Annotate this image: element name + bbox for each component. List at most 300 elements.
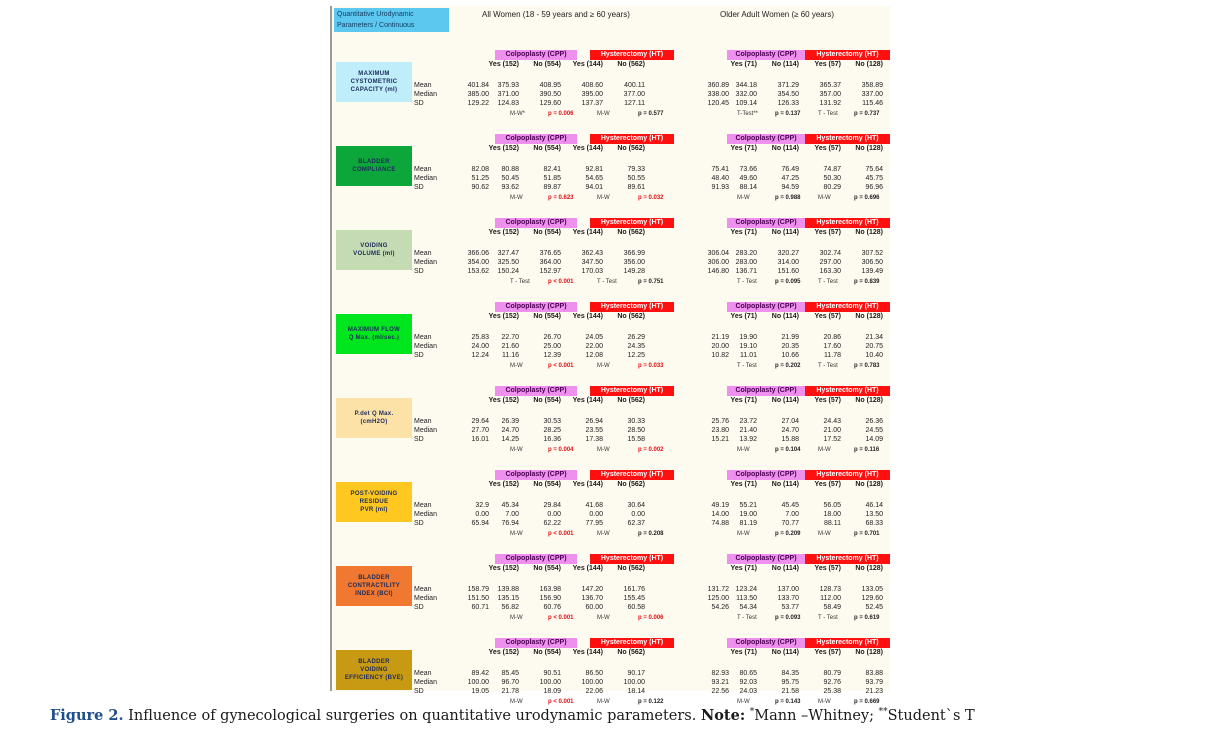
stat-label: Mean: [414, 334, 432, 341]
value-older: 80.65: [739, 670, 757, 677]
p-value-older-ht: p = 0.116: [854, 447, 880, 453]
value-all: 127.11: [624, 100, 645, 107]
sub-header-all: Yes (144): [572, 61, 603, 68]
overall-older-value: 23.80: [711, 427, 729, 434]
value-all: 395.00: [581, 91, 603, 98]
p-value-older-ht: p = 0.737: [854, 111, 880, 117]
value-all: 22.06: [585, 688, 603, 695]
sub-header-all: Yes (152): [488, 229, 519, 236]
sub-header-older: No (114): [771, 61, 799, 68]
sub-header-all: Yes (144): [572, 313, 603, 320]
p-value-older-cpp: p = 0.988: [775, 195, 801, 201]
sub-header-older: Yes (71): [730, 229, 757, 236]
parameter-name-line: P.det Q Max.: [354, 411, 394, 417]
value-older: 46.14: [865, 502, 883, 509]
sub-header-older: Yes (57): [814, 61, 841, 68]
p-value-all-cpp: p < 0.001: [548, 531, 574, 537]
parameter-column-header: [334, 8, 449, 32]
test-name-older-cpp: T-Test**: [737, 111, 759, 117]
value-all: 156.90: [539, 595, 561, 602]
value-older: 80.79: [823, 670, 841, 677]
overall-all-value: 100.00: [467, 679, 489, 686]
value-older: 109.14: [735, 100, 757, 107]
test-name-all-ht: M-W: [597, 531, 610, 537]
chip-hysterectomy-all: Hysterectomy (HT): [590, 50, 674, 60]
value-older: 21.23: [865, 688, 883, 695]
overall-all-value: 89.42: [471, 670, 489, 677]
value-all: 18.14: [627, 688, 645, 695]
value-older: 53.77: [781, 604, 799, 611]
value-older: 19.10: [739, 343, 757, 350]
parameter-name-line: Q Max. (ml/sec.): [348, 335, 400, 341]
value-older: 27.04: [781, 418, 799, 425]
sub-header-all: Yes (144): [572, 229, 603, 236]
sub-header-older: Yes (71): [730, 145, 757, 152]
test-name-older-cpp: T - Test: [737, 615, 757, 621]
chip-colpoplasty-all: Colpoplasty (CPP): [495, 302, 577, 312]
test-name-all-ht: M-W: [597, 195, 610, 201]
value-older: 21.40: [739, 427, 757, 434]
test-name-older-ht: M-W: [818, 447, 831, 453]
value-older: 68.33: [865, 520, 883, 527]
value-older: 81.19: [739, 520, 757, 527]
chip-hysterectomy-all: Hysterectomy (HT): [590, 218, 674, 228]
p-value-older-cpp: p = 0.095: [775, 279, 801, 285]
value-older: 96.96: [865, 184, 883, 191]
sub-header-all: No (554): [533, 397, 561, 404]
value-older: 139.49: [861, 268, 883, 275]
overall-all-value: 12.24: [471, 352, 489, 359]
sub-header-older: No (114): [771, 481, 799, 488]
parameter-name-line: RESIDUE: [359, 499, 389, 505]
value-older: 11.01: [740, 352, 757, 359]
sub-header-older: Yes (57): [814, 565, 841, 572]
value-older: 50.30: [823, 175, 841, 182]
value-all: 170.03: [581, 268, 603, 275]
parameter-name-line: CAPACITY (ml): [350, 87, 398, 93]
value-all: 90.51: [543, 670, 561, 677]
sub-header-all: Yes (152): [488, 61, 519, 68]
note-mark-2: **: [878, 707, 888, 718]
overall-older-value: 91.93: [711, 184, 729, 191]
p-value-older-cpp: p = 0.104: [775, 447, 801, 453]
value-all: 100.00: [581, 679, 603, 686]
value-older: 83.88: [865, 670, 883, 677]
value-all: 26.29: [627, 334, 645, 341]
overall-older-value: 120.45: [707, 100, 729, 107]
parameter-name-box: [336, 650, 412, 690]
value-older: 163.30: [819, 268, 841, 275]
value-older: 24.43: [823, 418, 841, 425]
stat-label: Median: [414, 259, 437, 266]
overall-older-value: 82.93: [711, 670, 729, 677]
value-older: 357.00: [819, 91, 841, 98]
figure-caption: [50, 707, 1210, 724]
p-value-older-cpp: p = 0.209: [775, 531, 801, 537]
value-all: 408.95: [539, 82, 561, 89]
p-value-older-cpp: p = 0.202: [775, 363, 801, 369]
value-older: 320.27: [777, 250, 799, 257]
sub-header-older: Yes (57): [814, 229, 841, 236]
chip-colpoplasty-all: Colpoplasty (CPP): [495, 386, 577, 396]
value-all: 150.24: [497, 268, 519, 275]
overall-older-value: 14.00: [711, 511, 729, 518]
sub-header-all: No (554): [533, 649, 561, 656]
parameter-name: [345, 658, 403, 682]
value-older: 10.66: [781, 352, 799, 359]
value-all: 86.50: [585, 670, 603, 677]
overall-older-value: 15.21: [711, 436, 729, 443]
test-name-all-ht: M-W: [597, 447, 610, 453]
value-all: 371.00: [497, 91, 519, 98]
parameter-name-line: (cmH2O): [360, 419, 388, 425]
value-all: 136.70: [581, 595, 603, 602]
value-all: 21.60: [501, 343, 519, 350]
sub-header-all: No (562): [617, 61, 645, 68]
overall-older-value: 306.00: [707, 259, 729, 266]
parameter-name: [355, 410, 394, 426]
value-older: 18.00: [823, 511, 841, 518]
p-value-all-cpp: p < 0.001: [548, 363, 574, 369]
sub-header-older: No (128): [855, 397, 883, 404]
overall-older-value: 131.72: [707, 586, 729, 593]
stat-label: Mean: [414, 250, 432, 257]
overall-older-value: 360.89: [707, 82, 729, 89]
value-older: 306.50: [861, 259, 883, 266]
value-older: 76.49: [781, 166, 799, 173]
overall-all-value: 16.01: [471, 436, 489, 443]
value-older: 314.00: [777, 259, 799, 266]
parameter-block: [332, 202, 890, 286]
chip-colpoplasty-all: Colpoplasty (CPP): [495, 218, 577, 228]
overall-older-value: 338.00: [707, 91, 729, 98]
sub-header-older: No (114): [771, 649, 799, 656]
stat-label: SD: [414, 184, 424, 191]
parameter-name-line: BLADDER: [358, 659, 390, 665]
test-name-all-ht: M-W: [597, 363, 610, 369]
value-older: 344.18: [735, 82, 757, 89]
stat-label: SD: [414, 352, 424, 359]
sub-header-older: Yes (57): [814, 649, 841, 656]
p-value-all-ht: p = 0.033: [638, 363, 664, 369]
parameter-name: [348, 326, 400, 342]
parameter-block: [332, 454, 890, 538]
parameter-name-line: EFFICIENCY (BVE): [344, 675, 404, 681]
value-all: 0.00: [547, 511, 561, 518]
value-all: 18.09: [543, 688, 561, 695]
overall-all-value: 60.71: [471, 604, 489, 611]
sub-header-all: Yes (152): [488, 397, 519, 404]
sub-header-all: Yes (144): [572, 397, 603, 404]
p-value-all-cpp: p < 0.001: [548, 699, 574, 705]
overall-older-value: 75.41: [711, 166, 729, 173]
value-older: 21.00: [823, 427, 841, 434]
parameter-name-line: BLADDER: [358, 159, 390, 165]
value-all: 362.43: [581, 250, 603, 257]
sub-header-older: Yes (71): [730, 61, 757, 68]
sub-header-older: No (128): [855, 145, 883, 152]
chip-colpoplasty-older: Colpoplasty (CPP): [727, 134, 805, 144]
chip-colpoplasty-older: Colpoplasty (CPP): [727, 302, 805, 312]
p-value-all-cpp: p = 0.006: [548, 111, 574, 117]
value-all: 24.70: [501, 427, 519, 434]
chip-hysterectomy-all: Hysterectomy (HT): [590, 386, 674, 396]
value-older: 49.60: [739, 175, 757, 182]
p-value-older-ht: p = 0.783: [854, 363, 880, 369]
note-text-2: Student`s T: [887, 708, 975, 724]
value-all: 30.53: [543, 418, 561, 425]
value-older: 70.77: [781, 520, 799, 527]
value-older: 137.00: [777, 586, 799, 593]
value-all: 93.62: [501, 184, 519, 191]
value-older: 283.20: [735, 250, 757, 257]
p-value-older-ht: p = 0.696: [854, 195, 880, 201]
value-older: 126.33: [777, 100, 799, 107]
value-older: 283.00: [735, 259, 757, 266]
sub-header-all: No (554): [533, 61, 561, 68]
chip-hysterectomy-older: Hysterectomy (HT): [805, 50, 890, 60]
parameter-name-box: [336, 230, 412, 270]
value-all: 56.82: [501, 604, 519, 611]
test-name-all-cpp: M-W: [510, 195, 523, 201]
value-older: 23.72: [739, 418, 757, 425]
value-older: 21.34: [865, 334, 883, 341]
parameter-name-line: BLADDER: [358, 575, 390, 581]
stat-label: Mean: [414, 82, 432, 89]
overall-all-value: 0.00: [475, 511, 489, 518]
test-name-all-ht: T - Test: [597, 279, 617, 285]
value-older: 88.11: [824, 520, 841, 527]
value-older: 26.36: [865, 418, 883, 425]
value-older: 10.40: [865, 352, 883, 359]
note-label: Note:: [700, 707, 746, 724]
sub-header-all: No (562): [617, 229, 645, 236]
sub-header-all: No (562): [617, 145, 645, 152]
note-text-1: Mann –Whitney;: [754, 708, 879, 724]
chip-colpoplasty-all: Colpoplasty (CPP): [495, 470, 577, 480]
value-all: 77.95: [585, 520, 603, 527]
value-all: 25.00: [543, 343, 561, 350]
value-all: 45.34: [501, 502, 519, 509]
overall-all-value: 24.00: [471, 343, 489, 350]
stat-label: SD: [414, 604, 424, 611]
value-older: 128.73: [819, 586, 841, 593]
value-all: 15.58: [627, 436, 645, 443]
parameter-block: [332, 34, 890, 118]
chip-colpoplasty-all: Colpoplasty (CPP): [495, 50, 577, 60]
parameter-block: [332, 622, 890, 706]
p-value-older-cpp: p = 0.093: [775, 615, 801, 621]
stat-label: Mean: [414, 166, 432, 173]
value-older: 17.52: [823, 436, 841, 443]
value-all: 161.76: [623, 586, 645, 593]
test-name-older-ht: T - Test: [818, 363, 838, 369]
overall-all-value: 158.79: [467, 586, 489, 593]
overall-all-value: 151.50: [467, 595, 489, 602]
value-older: 13.50: [865, 511, 883, 518]
parameter-name-line: MAXIMUM: [358, 71, 390, 77]
overall-older-value: 10.82: [711, 352, 729, 359]
value-all: 30.64: [627, 502, 645, 509]
sub-header-all: No (554): [533, 313, 561, 320]
parameter-name-line: VOIDING: [360, 243, 388, 249]
value-older: 14.09: [865, 436, 883, 443]
value-all: 364.00: [539, 259, 561, 266]
chip-colpoplasty-all: Colpoplasty (CPP): [495, 134, 577, 144]
sub-header-older: No (128): [855, 61, 883, 68]
value-all: 62.37: [627, 520, 645, 527]
parameter-header-line1: Quantitative Urodynamic: [337, 11, 414, 18]
value-all: 149.28: [623, 268, 645, 275]
sub-header-all: No (554): [533, 481, 561, 488]
value-older: 354.50: [777, 91, 799, 98]
test-name-older-cpp: T - Test: [737, 363, 757, 369]
p-value-older-cpp: p = 0.143: [775, 699, 801, 705]
p-value-all-ht: p = 0.006: [638, 615, 664, 621]
chip-hysterectomy-older: Hysterectomy (HT): [805, 302, 890, 312]
value-all: 28.25: [543, 427, 561, 434]
value-all: 26.70: [543, 334, 561, 341]
overall-older-value: 22.56: [711, 688, 729, 695]
p-value-all-cpp: p < 0.001: [548, 615, 574, 621]
test-name-older-ht: M-W: [818, 531, 831, 537]
test-name-older-cpp: M-W: [737, 699, 750, 705]
value-all: 22.70: [501, 334, 519, 341]
value-all: 366.99: [623, 250, 645, 257]
p-value-all-cpp: p < 0.001: [548, 279, 574, 285]
value-older: 19.00: [739, 511, 757, 518]
value-older: 151.60: [777, 268, 799, 275]
test-name-all-ht: M-W: [597, 699, 610, 705]
value-all: 152.97: [539, 268, 561, 275]
chip-colpoplasty-all: Colpoplasty (CPP): [495, 638, 577, 648]
value-older: 11.78: [824, 352, 841, 359]
overall-older-value: 48.40: [711, 175, 729, 182]
stat-label: Median: [414, 427, 437, 434]
value-all: 60.58: [627, 604, 645, 611]
overall-older-value: 146.80: [707, 268, 729, 275]
parameter-name-line: POST-VOIDING: [350, 491, 398, 497]
p-value-older-ht: p = 0.669: [854, 699, 880, 705]
sub-header-all: Yes (152): [488, 481, 519, 488]
value-all: 14.25: [501, 436, 519, 443]
value-all: 79.33: [627, 166, 645, 173]
sub-header-older: No (114): [771, 229, 799, 236]
value-all: 129.60: [539, 100, 561, 107]
value-all: 12.39: [543, 352, 561, 359]
chip-hysterectomy-older: Hysterectomy (HT): [805, 218, 890, 228]
value-all: 400.11: [624, 82, 645, 89]
value-all: 12.08: [585, 352, 603, 359]
value-older: 24.03: [739, 688, 757, 695]
sub-header-all: Yes (144): [572, 481, 603, 488]
value-all: 60.00: [585, 604, 603, 611]
overall-all-value: 32.9: [475, 502, 489, 509]
figure-table: [330, 6, 890, 705]
value-all: 12.25: [627, 352, 645, 359]
sub-header-all: Yes (144): [572, 565, 603, 572]
value-all: 408.60: [581, 82, 603, 89]
sub-header-all: No (562): [617, 397, 645, 404]
parameter-name-line: VOIDING: [360, 667, 388, 673]
parameter-name: [351, 70, 398, 94]
chip-hysterectomy-all: Hysterectomy (HT): [590, 302, 674, 312]
overall-older-value: 49.19: [711, 502, 729, 509]
chip-colpoplasty-older: Colpoplasty (CPP): [727, 470, 805, 480]
figure-header: [332, 6, 890, 34]
overall-all-value: 90.62: [471, 184, 489, 191]
value-all: 28.50: [627, 427, 645, 434]
stat-label: Median: [414, 595, 437, 602]
stat-label: Mean: [414, 670, 432, 677]
value-older: 115.46: [862, 100, 883, 107]
chip-hysterectomy-all: Hysterectomy (HT): [590, 134, 674, 144]
sub-header-older: No (128): [855, 649, 883, 656]
test-name-older-ht: M-W: [818, 195, 831, 201]
value-older: 24.70: [781, 427, 799, 434]
chip-hysterectomy-older: Hysterectomy (HT): [805, 134, 890, 144]
stat-label: Mean: [414, 586, 432, 593]
value-older: 88.14: [739, 184, 757, 191]
value-all: 60.76: [543, 604, 561, 611]
value-older: 45.45: [781, 502, 799, 509]
parameter-name: [352, 158, 395, 174]
sub-header-all: No (562): [617, 565, 645, 572]
sub-header-all: Yes (144): [572, 649, 603, 656]
value-all: 50.55: [627, 175, 645, 182]
test-name-older-ht: T - Test: [818, 279, 838, 285]
value-all: 23.55: [585, 427, 603, 434]
parameter-name: [353, 242, 395, 258]
value-all: 22.00: [585, 343, 603, 350]
value-older: 20.35: [781, 343, 799, 350]
sub-header-all: No (562): [617, 313, 645, 320]
overall-all-value: 82.08: [471, 166, 489, 173]
value-all: 76.94: [501, 520, 519, 527]
value-all: 155.45: [623, 595, 645, 602]
overall-all-value: 29.64: [471, 418, 489, 425]
value-all: 24.05: [585, 334, 603, 341]
sub-header-all: No (554): [533, 565, 561, 572]
overall-older-value: 125.00: [707, 595, 729, 602]
value-older: 21.99: [781, 334, 799, 341]
chip-colpoplasty-older: Colpoplasty (CPP): [727, 386, 805, 396]
p-value-all-ht: p = 0.751: [638, 279, 664, 285]
sub-header-older: Yes (57): [814, 481, 841, 488]
note-mark-1: *: [749, 707, 755, 718]
value-older: 94.59: [781, 184, 799, 191]
overall-all-value: 25.83: [471, 334, 489, 341]
test-name-all-cpp: M-W: [510, 699, 523, 705]
parameter-name-box: [336, 314, 412, 354]
value-older: 113.50: [736, 595, 757, 602]
test-name-older-cpp: M-W: [737, 447, 750, 453]
parameter-name-box: [336, 482, 412, 522]
value-older: 20.86: [823, 334, 841, 341]
value-all: 376.65: [539, 250, 561, 257]
value-all: 17.38: [585, 436, 603, 443]
value-older: 112.00: [820, 595, 841, 602]
value-older: 15.88: [781, 436, 799, 443]
chip-hysterectomy-all: Hysterectomy (HT): [590, 554, 674, 564]
parameter-name-box: [336, 398, 412, 438]
value-all: 100.00: [539, 679, 561, 686]
value-all: 89.87: [543, 184, 561, 191]
value-all: 139.88: [497, 586, 519, 593]
value-older: 133.70: [777, 595, 799, 602]
stat-label: SD: [414, 520, 424, 527]
p-value-all-ht: p = 0.122: [638, 699, 664, 705]
